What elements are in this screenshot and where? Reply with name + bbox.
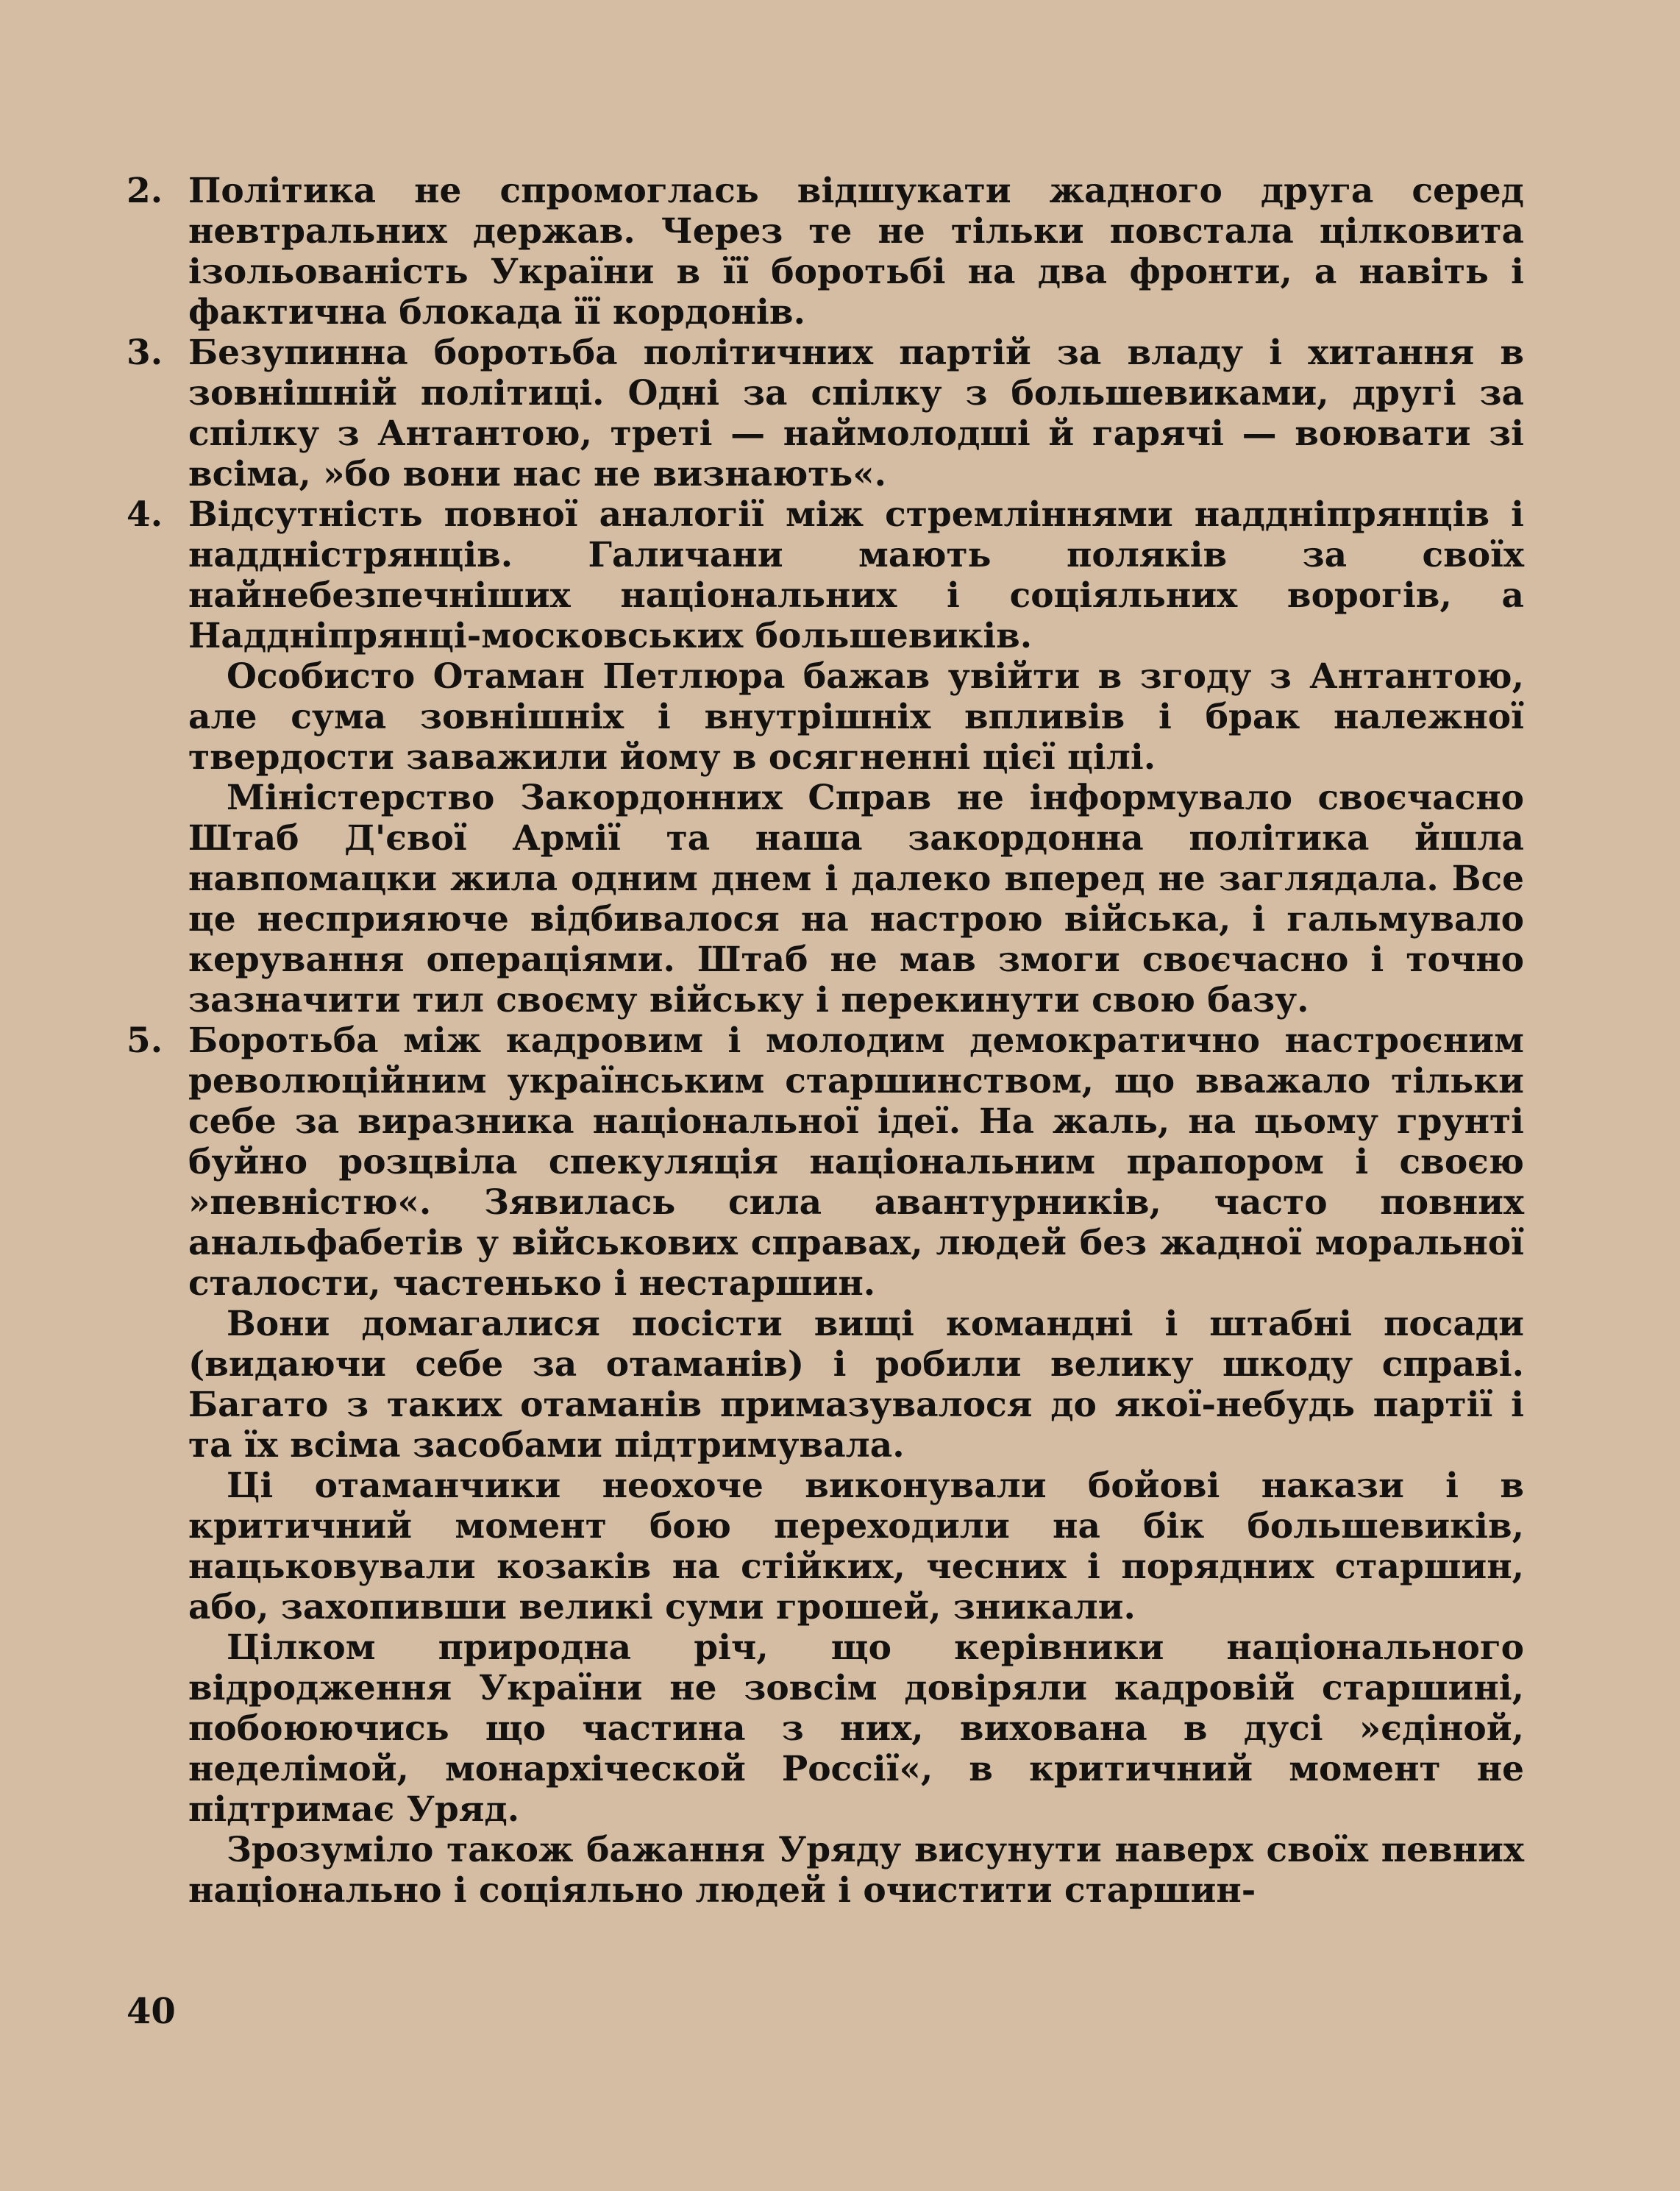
paragraph: Особисто Отаман Петлюра бажав увійти в згоду з Антантою, але сума зовнішніх і внутрішніх впливів і брак належної твердости заважили йому в осягненні цієї цілі. [188, 656, 1524, 778]
paragraph: Ці отаманчики неохоче виконували бойові накази і в критичний момент бою переходили на бік большевиків, нацьковували козаків на стійких, чесних і порядних старшин, або, захопивши великі суми грошей, зникали. [188, 1466, 1524, 1627]
list-item-text: Відсутність повної аналогії між стремліннями наддніпрянців і наддністрянців. Галичани мають поляків за своїх найнебезпечніших національних і соціяльних ворогів, а Наддніпрянці-московських большевиків. [188, 494, 1524, 656]
paragraph: Вони домагалися посісти вищі командні і штабні посади (видаючи себе за отаманів) і робили велику шкоду справі. Багато з таких отаманів примазувалося до якої-небудь партії і та їх всіма засобами підтримувала. [188, 1304, 1524, 1466]
list-item-5 [127, 1020, 1524, 1304]
list-number: 4. [127, 494, 163, 535]
paragraph: Міністерство Закордонних Справ не інформувало своєчасно Штаб Д'євої Армії та наша закордонна політика йшла навпомацки жила одним днем і далеко вперед не заглядала. Все це несприяюче відбивалося на настрою війська, і гальмувало керування операціями. Штаб не мав змоги своєчасно і точно зазначити тил своєму війську і перекинути свою базу. [188, 778, 1524, 1020]
list-number: 2. [127, 171, 163, 211]
list-number: 5. [127, 1020, 163, 1061]
list-number: 3. [127, 333, 163, 373]
paragraph: Цілком природна річ, що керівники національного відродження України не зовсім довіряли кадровій старшині, побоюючись що частина з них, вихована в дусі »єдіной, неделімой, монархіческой Россії«, в критичний момент не підтримає Уряд. [188, 1627, 1524, 1830]
list-item-2 [127, 171, 1524, 333]
list-item-3 [127, 333, 1524, 494]
page-number: 40 [127, 1991, 176, 2032]
list-item-4 [127, 494, 1524, 656]
list-item-text: Політика не спромоглась відшукати жадного друга серед невтральних держав. Через те не тільки повстала цілковита ізольованість України в її боротьбі на два фронти, а навіть і фактична блокада її кордонів. [188, 171, 1524, 333]
list-item-text: Безупинна боротьба політичних партій за владу і хитання в зовнішній політиці. Одні за спілку з большевиками, другі за спілку з Антантою, треті — наймолодші й гарячі — воювати зі всіма, »бо вони нас не визнають«. [188, 333, 1524, 494]
body-text [127, 171, 1524, 1911]
paragraph: Зрозуміло також бажання Уряду висунути наверх своїх певних національно і соціяльно людей і очистити старшин- [188, 1830, 1524, 1911]
list-item-text: Боротьба між кадровим і молодим демократично настроєним революційним українським старшинством, що вважало тільки себе за виразника національної ідеї. На жаль, на цьому грунті буйно розцвіла спекуляція національним прапором і своєю »певністю«. Зявилась сила авантурників, часто повних анальфабетів у військових справах, людей без жадної моральної сталости, частенько і нестаршин. [188, 1020, 1524, 1304]
